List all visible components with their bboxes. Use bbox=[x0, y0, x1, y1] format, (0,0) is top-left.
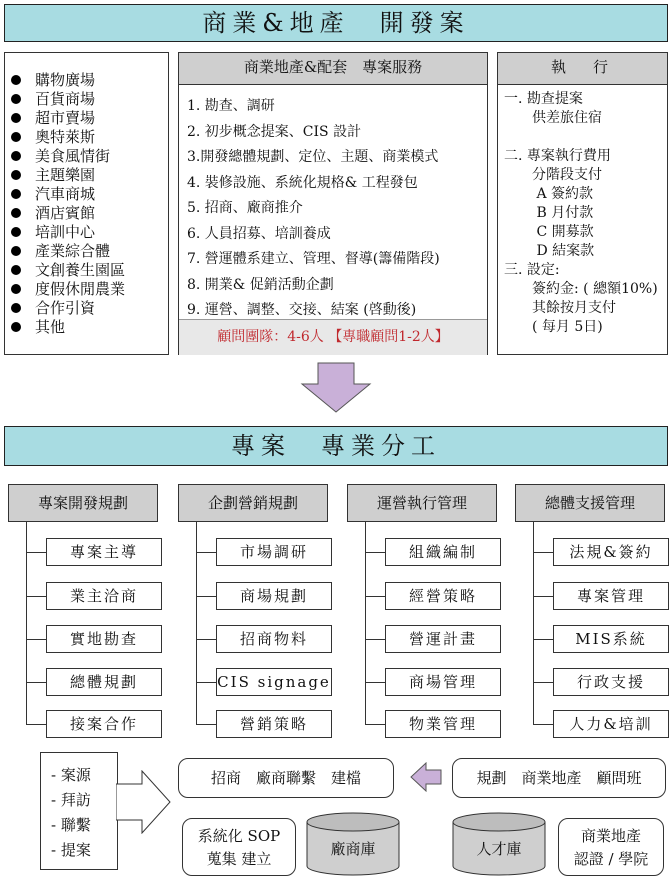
execution-line: 簽約金: ( 總額10%) bbox=[504, 281, 658, 297]
division-item: 營運計畫 bbox=[385, 625, 501, 653]
service-item: 1. 勘查、調研 bbox=[187, 98, 275, 114]
venue-type-item: 產業綜合體 bbox=[5, 242, 168, 261]
down-arrow-icon bbox=[300, 362, 372, 414]
connector-line bbox=[365, 682, 385, 683]
division-item: 物業管理 bbox=[385, 710, 501, 738]
execution-line: 分階段支付 bbox=[504, 167, 602, 183]
division-item: 總體規劃 bbox=[46, 668, 162, 696]
connector-line bbox=[365, 724, 385, 725]
vendor-contact-box: 招商 廠商聯繫 建檔 bbox=[178, 758, 394, 798]
division-item: 專案主導 bbox=[46, 538, 162, 566]
division-item: 組織編制 bbox=[385, 538, 501, 566]
connector-line bbox=[26, 596, 46, 597]
service-item: 9. 運營、調整、交接、結案 (啓動後) bbox=[187, 302, 417, 318]
execution-line: ( 每月 5日) bbox=[504, 319, 603, 335]
division-item: 專案管理 bbox=[553, 582, 669, 610]
division-item: 接案合作 bbox=[46, 710, 162, 738]
venue-type-item: 奧特萊斯 bbox=[5, 128, 168, 147]
connector-line bbox=[365, 552, 385, 553]
cert-line: 認證 / 學院 bbox=[573, 850, 649, 868]
top-title: 商業&地產 開發案 bbox=[4, 4, 668, 42]
venue-type-item: 美食風情街 bbox=[5, 147, 168, 166]
team-bar bbox=[179, 319, 487, 355]
sop-line: 蒐集 建立 bbox=[206, 850, 272, 868]
services-box bbox=[178, 52, 488, 355]
division-item: 經營策略 bbox=[385, 582, 501, 610]
division-title: 專案 專業分工 bbox=[4, 426, 668, 466]
source-item: - 提案 bbox=[51, 841, 91, 859]
service-item: 8. 開業& 促銷活動企劃 bbox=[187, 276, 334, 293]
execution-line: 一. 勘查提案 bbox=[504, 91, 583, 107]
service-item: 3.開發總體規劃、定位、主題、商業模式 bbox=[187, 149, 439, 165]
execution-box bbox=[497, 52, 668, 355]
connector-line bbox=[26, 552, 46, 553]
cert-line: 商業地產 bbox=[580, 827, 641, 845]
division-item: 營銷策略 bbox=[216, 710, 332, 738]
left-arrow-icon bbox=[410, 762, 442, 792]
venue-type-item: 酒店賓館 bbox=[5, 204, 168, 223]
connector-line bbox=[196, 724, 216, 725]
connector-line bbox=[533, 552, 553, 553]
venue-type-item: 合作引資 bbox=[5, 299, 168, 318]
connector-line bbox=[196, 682, 216, 683]
team-text: 顧問團隊：4-6人 【專職顧問1-2人】 bbox=[217, 329, 449, 345]
division-item: 法規&簽約 bbox=[553, 538, 669, 566]
vendor-db-label: 廠商庫 bbox=[330, 840, 376, 858]
execution-line: D 結案款 bbox=[504, 243, 595, 259]
connector-line bbox=[26, 639, 46, 640]
execution-line: 供差旅住宿 bbox=[504, 110, 602, 126]
execution-header: 執 行 bbox=[498, 53, 667, 85]
connector-line bbox=[533, 596, 553, 597]
venue-type-item: 購物廣場 bbox=[5, 71, 168, 90]
execution-line: 三. 設定: bbox=[504, 262, 560, 278]
venue-type-item: 文創養生園區 bbox=[5, 261, 168, 280]
sources-box bbox=[40, 752, 118, 870]
connector-line bbox=[533, 682, 553, 683]
execution-line: C 開募款 bbox=[504, 224, 594, 240]
service-item: 6. 人員招募、培訓養成 bbox=[187, 225, 331, 242]
venue-type-item: 超市賣場 bbox=[5, 109, 168, 128]
column-header: 運營執行管理 bbox=[347, 484, 497, 522]
connector-line bbox=[365, 596, 385, 597]
left-list-box bbox=[4, 52, 169, 355]
sop-box bbox=[182, 818, 296, 876]
execution-lines bbox=[498, 85, 667, 337]
consultant-class-box: 規劃 商業地產 顧問班 bbox=[452, 758, 666, 798]
service-item: 7. 營運體系建立、管理、督導(籌備階段) bbox=[187, 251, 440, 267]
sop-line: 系統化 SOP bbox=[197, 827, 281, 845]
service-item: 4. 裝修設施、系統化規格& 工程發包 bbox=[187, 174, 418, 191]
venue-type-item: 主題樂園 bbox=[5, 166, 168, 185]
service-item: 2. 初步概念提案、CIS 設計 bbox=[187, 123, 362, 140]
venue-type-item: 汽車商城 bbox=[5, 185, 168, 204]
source-item: - 拜訪 bbox=[51, 791, 91, 809]
division-item: 人力&培訓 bbox=[553, 710, 669, 738]
certification-box bbox=[558, 818, 664, 876]
right-arrow-icon bbox=[116, 770, 172, 834]
division-item: 行政支援 bbox=[553, 668, 669, 696]
connector-line bbox=[26, 682, 46, 683]
connector-line bbox=[26, 724, 46, 725]
division-item: 招商物料 bbox=[216, 625, 332, 653]
division-item: CIS signage bbox=[216, 668, 332, 696]
division-item: 商場規劃 bbox=[216, 582, 332, 610]
venue-type-list bbox=[5, 71, 168, 337]
column-header: 總體支援管理 bbox=[515, 484, 665, 522]
execution-line: 其餘按月支付 bbox=[504, 300, 616, 316]
source-item: - 案源 bbox=[51, 766, 91, 784]
source-item: - 聯繫 bbox=[51, 816, 91, 834]
division-item: 商場管理 bbox=[385, 668, 501, 696]
venue-type-item: 百貨商場 bbox=[5, 90, 168, 109]
division-item: 實地勘查 bbox=[46, 625, 162, 653]
division-item: MIS系統 bbox=[553, 625, 669, 653]
column-header: 專案開發規劃 bbox=[8, 484, 158, 522]
services-header: 商業地產&配套 專案服務 bbox=[179, 53, 487, 85]
connector-line bbox=[196, 552, 216, 553]
division-item: 市場調研 bbox=[216, 538, 332, 566]
execution-line bbox=[504, 128, 667, 147]
connector-line bbox=[196, 639, 216, 640]
column-header: 企劃營銷規劃 bbox=[178, 484, 328, 522]
services-list bbox=[179, 85, 487, 324]
execution-line: B 月付款 bbox=[504, 205, 594, 221]
connector-line bbox=[533, 724, 553, 725]
connector-line bbox=[533, 639, 553, 640]
venue-type-item: 度假休閒農業 bbox=[5, 280, 168, 299]
connector-line bbox=[196, 596, 216, 597]
execution-line: 二. 專案執行費用 bbox=[504, 148, 611, 164]
talent-db-label: 人才庫 bbox=[476, 840, 522, 858]
division-item: 業主洽商 bbox=[46, 582, 162, 610]
venue-type-item: 其他 bbox=[5, 318, 168, 337]
connector-line bbox=[365, 639, 385, 640]
venue-type-item: 培訓中心 bbox=[5, 223, 168, 242]
service-item: 5. 招商、廠商推介 bbox=[187, 200, 303, 216]
execution-line: A 簽約款 bbox=[504, 186, 594, 202]
